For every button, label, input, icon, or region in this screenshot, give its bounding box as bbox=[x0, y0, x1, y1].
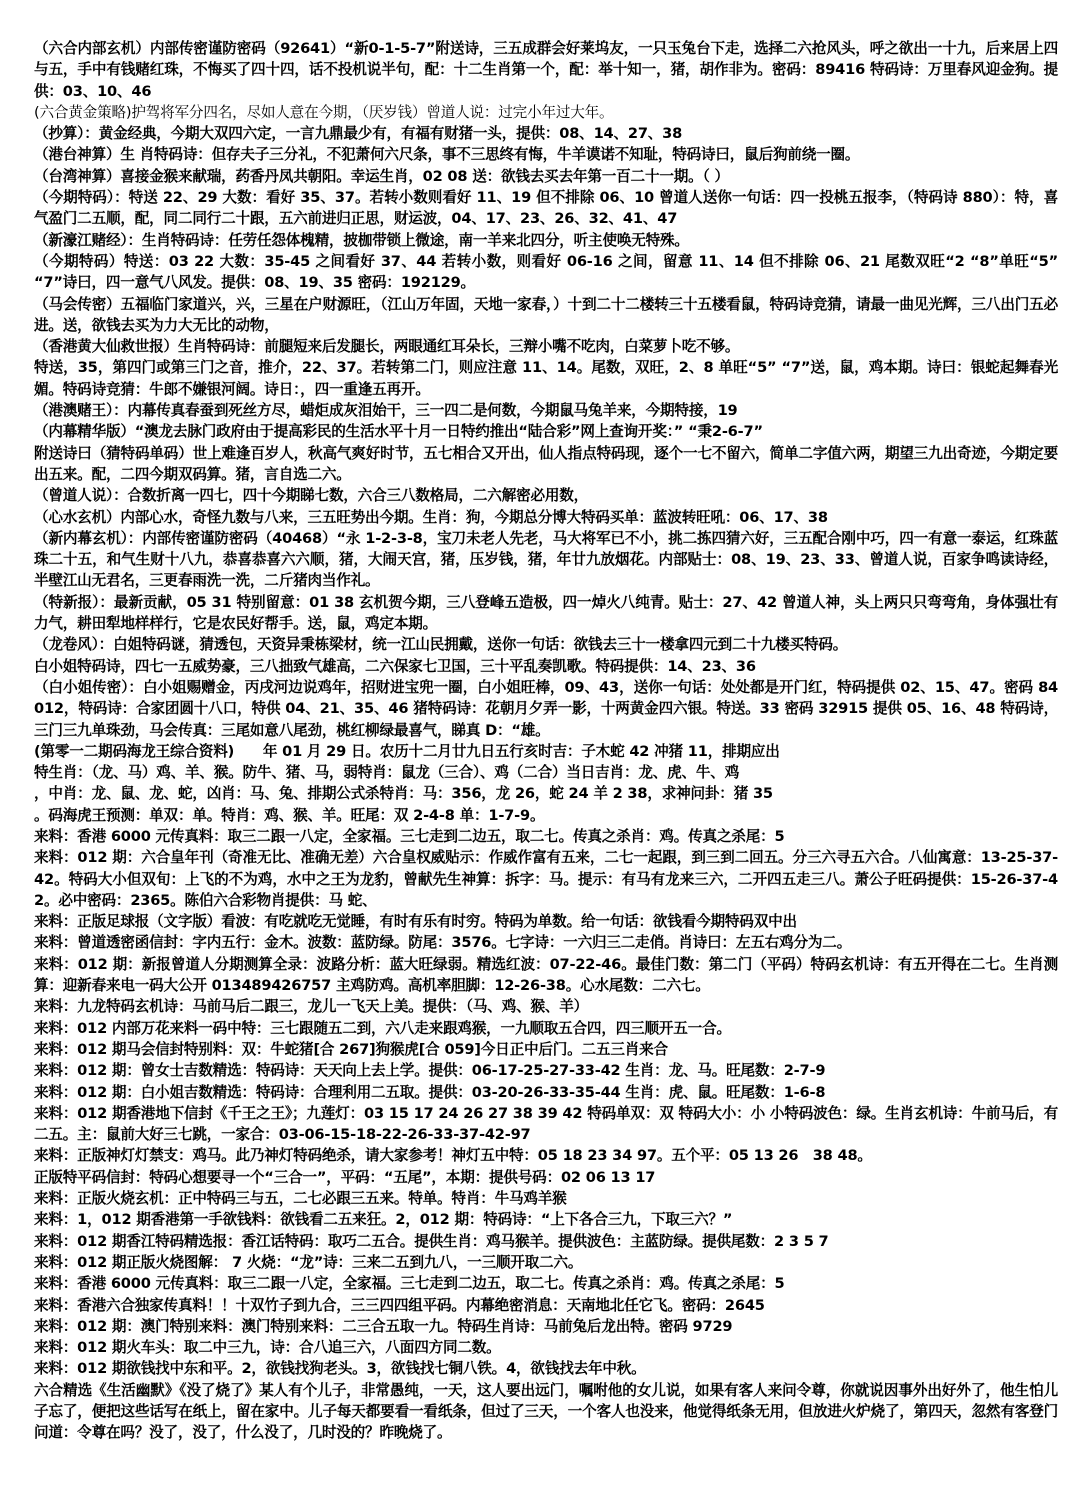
paragraph-haihai-dragon-king: (第零一二期码海龙王综合资料) 年 01 月 29 日。农历十二月廿九日五行亥时吉：子木蛇 42 冲猪 11，排期应出 bbox=[34, 742, 780, 760]
paragraph-mahui-letter: 来料：012 期马会信封特别料：双：牛蛇猪[合 267]狗猴虎[合 059]今日正中后门。二五三肖来合 bbox=[34, 1040, 668, 1058]
paragraph-miss-bai-secret: （白小姐传密）：白小姐赐赠金，丙戌河边说鸡年，招财进宝兜一圈，白小姐旺棒，09、43，送你一句话：处处都是开门红，特码提供 02、15、47。密码 84012，特码诗：合家团圆十八口，特供 04、21、35、46 猪特码诗：花朝月夕弄一影，十两黄金四六银。特送。33 密码 32915 提供 05、16、48 特码诗，三门三九单珠劲，马会传真：三尾如意八尾劲，桃红柳绿最喜气，睇真 D：“雄。 bbox=[34, 678, 1058, 739]
paragraph-new-haojiang: （新濠江赌经）：生肖特码诗：任劳任怨体槐精，披枷带锁上微途，南一羊来北四分，听主使唤无特殊。 bbox=[34, 231, 689, 249]
paragraph-zengdaoren: （曾道人说）：合数折离一四七，四十今期睇七数，六合三八数格局，二六解密必用数， bbox=[34, 487, 589, 505]
paragraph-mahui-secret: （马会传密）五福临门家道兴，兴，三星在户财源旺，（江山万年固，天地一家春，）十到二十二楼转三十五楼看鼠，特码诗竞猜，请最一曲见光辉，三八出门五必进。送，欲钱去买为力大无比的动物， bbox=[34, 295, 1058, 334]
paragraph-inside-essence: （内幕精华版）“澳龙去脉门政府由于提高彩民的生活水平十月一日特约推出“陆合彩”网上查询开奖：” “秉2-6-7” bbox=[34, 423, 763, 441]
paragraph-fax-6000-a: 来料：香港 6000 元传真料：取三二跟一八定，全家福。三七走到二边五，取二七。传真之杀肖：鸡。传真之杀尾：5 bbox=[34, 827, 785, 845]
paragraph-current-special-1: （今期特码）：特送 22、29 大数：看好 35、37。若转小数则看好 11、19 但不排除 06、10 曾道人送你一句话：四一投桃五报李，（特码诗 880）：特，喜气盈门二五顺，配，同二同行二十跟，五六前进归正思，财运波，04、17、23、26、32、41、47 bbox=[34, 189, 1058, 228]
paragraph-attached-poem: 附送诗曰（猜特码单码）世上难逢百岁人，秋高气爽好时节，五七相合又开出，仙人指点特码现，逐个一七不留六，简单二字值六两，期望三九出奇迹，今期定要出五来。配，二四今期双码算。猪，言自选二六。 bbox=[34, 444, 1058, 483]
paragraph-ms-zeng: 来料：012 期：曾女士吉数精选：特码诗：天天向上去上学。提供：06-17-25-27-33-42 生肖：龙、马。旺尾数：2-7-9 bbox=[34, 1062, 826, 1080]
paragraph-wanhua: 来料：012 内部万花来料一码中特：三七跟随五二到，六八走来跟鸡猴，一九顺取五合四，四三顺开五一合。 bbox=[34, 1019, 731, 1037]
paragraph-gangtai-shensuan: （港台神算）生 肖特码诗：但存夫子三分礼，不犯萧何六尺条，事不三思终有悔，牛羊谟诺不知耻，特码诗曰，鼠后狗前绕一圈。 bbox=[34, 146, 860, 164]
paragraph-tiger-king: 。码海虎王预测：单双：单。特肖：鸡、猴、羊。旺尾：双 2-4-8 单：1-7-9。 bbox=[34, 806, 545, 824]
paragraph-gangao-dugang: （港澳赌王）：内幕传真春蚕到死丝方尽，蜡炬成灰泪始干，三一四二是何数，今期鼠马兔羊来，今期特接，19 bbox=[34, 402, 738, 420]
paragraph-special-news: （特新报）：最新贡献，05 31 特别留意：01 38 玄机贺今期，三八登峰五造极，四一焯火八纯青。贴士：27、42 曾道人神，头上两只只弯弯角，身体强壮有力气，耕田犁地样样行，它是农民好帮手。送，鼠，鸡定本期。 bbox=[34, 593, 1058, 633]
paragraph-fire-diagram: 来料：012 期正版火烧图解： 7 火烧：“龙”诗：三来二五到九八，一三顺开取二六。 bbox=[34, 1253, 583, 1271]
paragraph-liuhe-emperor: 来料：012 期：六合皇年刊（奇准无比、准确无差）六合皇权威贴示：作威作富有五来，二七一起跟，到三到二回五。分三六寻五六合。八仙寓意：13-25-37-42。特码大小但双旬：上飞的不为鸡，水中之王为龙豹，曾献先生神算：拆字：马。提示：有马有龙来三六，二开四五走三八。萧公子旺码提供：15-26-37-42。必中密码：2365。陈伯六合彩物肖提供：马 蛇、 bbox=[34, 849, 1058, 909]
paragraph-liuhe-inner-secret: （六合内部玄机）内部传密谨防密码（92641）“新0-1-5-7”附送诗，三五成群会好莱坞友，一只玉兔台下走，选择二六抢风头，呼之欲出一十九，后来居上四与五，手中有钱赌红珠，不悔买了四十四，话不投机说半句，配：十二生肖第一个，配：举十知一，猪，胡作非为。密码：89416 特码诗：万里春风迎金狗。提供：03、10、46 bbox=[34, 40, 1058, 100]
paragraph-middle-zodiac: ，中肖：龙、鼠、龙、蛇，凶肖：马、兔、排期公式杀特肖：马：356，龙 26，蛇 24 羊 2 38，求神问卦：猪 35 bbox=[34, 785, 773, 803]
paragraph-fax-6000-b: 来料：香港 6000 元传真料：取三二跟一八定，全家福。三七走到二边五，取二七。传真之杀肖：鸡。传真之杀尾：5 bbox=[34, 1275, 785, 1293]
paragraph-macau-special: 来料：012 期：澳门特别来料：澳门特别来料：二三合五取一九。特码生肖诗：马前兔后龙出特。密码 9729 bbox=[34, 1317, 733, 1335]
paragraph-xiangjiang: 来料：012 期香江特码精选报：香江话特码：取巧二五合。提供生肖：鸡马猴羊。提供波色：主蓝防绿。提供尾数：2 3 5 7 bbox=[34, 1232, 829, 1250]
paragraph-flat-code-letter: 正版特平码信封：特码心想要寻一个“三合一”，平码：“五尾”，本期：提供号码：02 06 13 17 bbox=[34, 1168, 656, 1186]
paragraph-chaosuan: （抄算）：黄金经典，今期大双四六定，一言九鼎最少有，有福有财猪一头，提供：08、14、27、38 bbox=[34, 125, 683, 143]
paragraph-fire-mystery: 来料：正版火烧玄机：正中特码三与五，二七必跟三五来。特单。特肖：牛马鸡羊猴 bbox=[34, 1190, 567, 1208]
paragraph-football-news: 来料：正版足球报（文字版）看波：有吃就吃无觉睡，有时有乐有时穷。特码为单数。给一句话：欲钱看今期特码双中出 bbox=[34, 913, 797, 931]
paragraph-xinshui: （心水玄机）内部心水，奇怪九数与八来，三五旺势出今期。生肖：狗，今期总分博大特码买单：蓝波转旺吼：06、17、38 bbox=[34, 508, 828, 526]
paragraph-train-head: 来料：012 期火车头：取二中三九，诗：合八追三六，八面四方同二数。 bbox=[34, 1339, 501, 1357]
paragraph-first-hand: 来料：1，012 期香港第一手欲钱料：欲钱看二五来狂。2，012 期：特码诗：“上下各合三九，下取三六？” bbox=[34, 1211, 733, 1229]
paragraph-current-special-2: （今期特码）特送：03 22 大数：35-45 之间看好 37、44 若转小数，则看好 06-16 之间，留意 11、14 但不排除 06、21 尾数双旺“2 “8”单旺“5” “7”诗曰，四一意气八风发。提供：08、19、35 密码：192129。 bbox=[34, 252, 1058, 292]
paragraph-taiwan-shensuan: （台湾神算）喜接金猴来献瑞，药香丹凤共朝阳。幸运生肖，02 08 送：欲钱去买去年第一百二十一期。（ ） bbox=[34, 167, 729, 185]
paragraph-money-riddles: 来料：012 期欲钱找中东和平。2，欲钱找狗老头。3，欲钱找七铜八铁。4，欲钱找去年中秋。 bbox=[34, 1360, 646, 1378]
paragraph-zeng-letter: 来料：曾道透密函信封：字内五行：金木。波数：蓝防绿。防尾：3576。七字诗：一六归三二走俏。肖诗曰：左五右鸡分为二。 bbox=[34, 934, 852, 952]
paragraph-miss-bai-lucky: 来料：012 期：白小姐吉数精选：特码诗：合理利用二五取。提供：03-20-26-33-35-44 生肖：虎、鼠。旺尾数：1-6-8 bbox=[34, 1083, 826, 1101]
paragraph-life-humor: 六合精选《生活幽默》《没了烧了》某人有个儿子，非常愚纯，一天，这人要出远门，嘱咐他的女儿说，如果有客人来问令尊，你就说因事外出好外了，他生怕儿子忘了，便把这些话写在纸上，留在家中。儿子每天都要看一看纸条，但过了三天，一个客人也没来，他觉得纸条无用，但放进火炉烧了，第四天，忽然有客登门问道：令尊在吗？没了，没了，什么没了，几时没的？昨晚烧了。 bbox=[34, 1381, 1058, 1442]
paragraph-new-zeng-record: 来料：012 期：新报曾道人分期测算全录：波路分析：蓝大旺绿弱。精选红波：07-22-46。最佳门数：第二门（平码）特码玄机诗：有五开得在二七。生肖测算：迎新春来电一码大公开 013489426757 主鸡防鸡。高机率胆脚：12-26-38。心水尾数：二六七。 bbox=[34, 955, 1058, 995]
paragraph-golden-strategy: (六合黄金策略)护驾将军分四名，尽如人意在今期，（厌岁钱）曾道人说：过完小年过大年。 bbox=[34, 103, 614, 121]
paragraph-new-inner-secret: （新内幕玄机）：内部传密谨防密码（40468）“永 1-2-3-8，宝刀未老人先老，马大将军已不小，挑二拣四猜六好，三五配合刚中巧，四一有意一泰运，红珠蓝珠二十五，和气生财十八九，恭喜恭喜六六顺，猪，大闹天宫，猪，压岁钱，猪，年廿九放烟花。内部贴士：08、19、23、33、曾道人说，百家争鸣读诗经，半壁江山无君名，三更春雨洗一洗，二斤猪肉当作礼。 bbox=[34, 529, 1058, 590]
paragraph-huangdaxian: （香港黄大仙救世报）生肖特码诗：前腿短来后发腿长，两眼通红耳朵长，三辩小嘴不吃肉，白菜萝卜吃不够。 bbox=[34, 338, 740, 356]
paragraph-exclusive-fax: 来料：香港六合独家传真料！！十双竹子到九合，三三四四组平码。内幕绝密消息：天南地北任它飞。密码：2645 bbox=[34, 1296, 765, 1314]
paragraph-miss-bai-poem: 白小姐特码诗，四七一五威势豪，三八拙致气雄高，二六保家七卫国，三十平乱奏凯歌。特码提供：14、23、36 bbox=[34, 657, 756, 675]
paragraph-magic-lamp: 来料：正版神灯灯禁支：鸡马。此乃神灯特码绝杀，请大家参考！神灯五中特：05 18 23 34 97。五个平：05 13 26 38 48。 bbox=[34, 1147, 872, 1165]
paragraph-special-send: 特送，35，第四门或第三门之音，推介，22、37。若转第二门，则应注意 11、14。尾数，双旺，2、8 单旺“5” “7”送，鼠，鸡本期。诗曰：银蛇起舞春光媚。特码诗竞猜：牛郎不嫌银河阔。诗日：，四一重逢五再开。 bbox=[34, 359, 1058, 398]
paragraph-tornado: （龙卷风）：白姐特码谜，猜透包，天资异秉栋梁材，统一江山民拥戴，送你一句话：欲钱去三十一楼拿四元到二十九楼买特码。 bbox=[34, 636, 848, 654]
paragraph-special-zodiac: 特生肖：（龙、马）鸡、羊、猴。防牛、猪、马，弱特肖：鼠龙（三合）、鸡（二合）当日吉肖：龙、虎、牛、鸡 bbox=[34, 764, 740, 782]
paragraph-underground-letter: 来料：012 期香港地下信封《千王之王》；九莲灯：03 15 17 24 26 27 38 39 42 特码单双：双 特码大小：小 小特码波色：绿。生肖玄机诗：牛前马后，有二五。主：鼠前大好三七跳，一家合：03-06-15-18-22-26-33-37-42-97 bbox=[34, 1104, 1058, 1144]
paragraph-nine-dragons: 来料：九龙特码玄机诗：马前马后二跟三，龙儿一飞天上美。提供：（马、鸡、猴、羊） bbox=[34, 998, 589, 1016]
